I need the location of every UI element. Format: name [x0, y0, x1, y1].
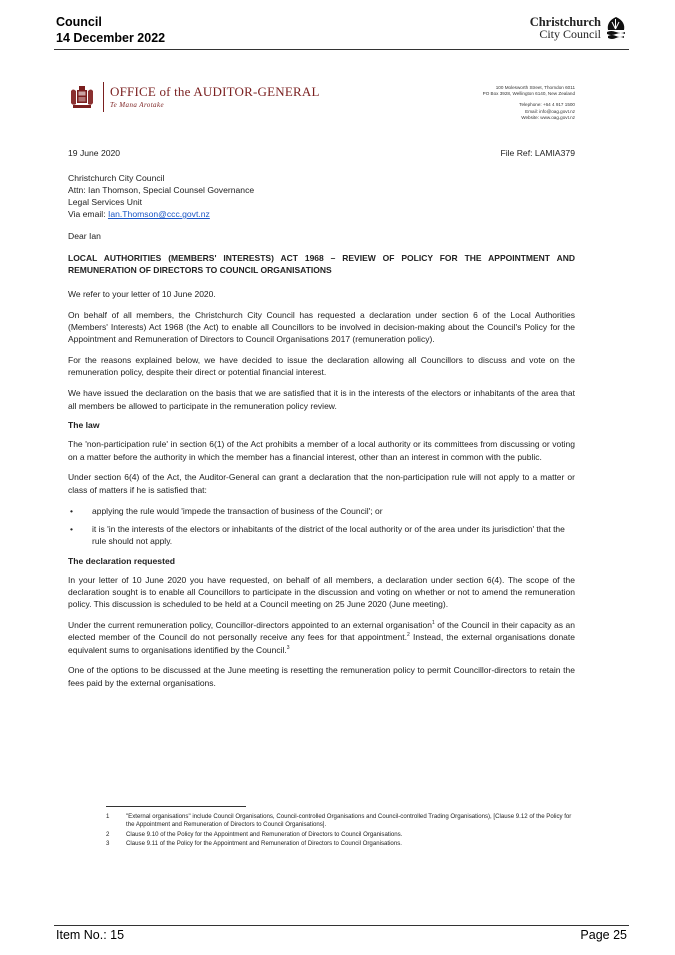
footnote — [106, 840, 576, 848]
footnotes — [106, 806, 576, 850]
paragraph-2: On behalf of all members, the Christchurch City Council has requested a declaration under section 6 of the Local Authorities (Members' Interests) Act 1968 (the Act) to enable all Councillors to be involved in decision-making about the Council's Policy for the Appointment and Remuneration of Directors to Council Organisations 2017 (remuneration policy). — [68, 309, 575, 345]
recipient-unit: Legal Services Unit — [68, 197, 143, 207]
oag-website: Website: www.oag.govt.nz — [521, 114, 575, 120]
recipient-org: Christchurch City Council — [68, 173, 165, 183]
oag-address — [483, 85, 575, 121]
recipient-email-line — [68, 208, 575, 220]
footnote-ref-3: 3 — [286, 644, 290, 651]
header-rule — [54, 49, 629, 50]
letterhead-divider — [103, 82, 104, 112]
footnote-ref-2: 2 — [406, 632, 410, 639]
paragraph-8 — [68, 619, 575, 656]
ccc-logo — [530, 16, 627, 40]
oag-name: OFFICE of the AUDITOR-GENERAL — [110, 84, 320, 99]
letterhead — [68, 78, 575, 148]
footnote-text: Clause 9.10 of the Policy for the Appointment and Remuneration of Directors to Council Organisations. — [126, 830, 403, 838]
footnote-rule — [106, 806, 246, 807]
recipient-block — [68, 172, 575, 220]
paragraph-1: We refer to your letter of 10 June 2020. — [68, 289, 216, 299]
paragraph-8-part-a: Under the current remuneration policy, Councillor-directors appointed to an external organisation — [68, 619, 432, 630]
footnote-number: 2 — [106, 830, 110, 838]
coat-of-arms-icon — [68, 84, 96, 110]
paragraph-8-part-c: Instead, the external organisations donate equivalent sums to organisations identified by the Council. — [68, 632, 575, 655]
paragraph-6: Under section 6(4) of the Act, the Auditor-General can grant a declaration that the non-participation rule will not apply to a matter or class of matters if he is satisfied that: — [68, 472, 575, 495]
logo-line2: City Council — [539, 27, 601, 41]
date-row — [68, 148, 575, 172]
oag-email: Email: info@oag.govt.nz — [525, 108, 575, 114]
file-ref: File Ref: LAMIA379 — [500, 148, 575, 158]
address-line2: PO Box 3928, Wellington 6140, New Zealand — [482, 91, 575, 97]
oag-tagline: Te Mana Arotake — [110, 101, 164, 109]
footnote-text: "External organisations" include Council Organisations, Council-controlled Organisations and Council-controlled Trading Organisations), [Clause 9.12 of the Policy for the Appointment and Remuneration of Directors to Council Organisations]. — [126, 813, 572, 829]
footnote — [106, 831, 576, 839]
footer-page-number: Page 25 — [580, 928, 627, 942]
paragraph-4: We have issued the declaration on the basis that we are satisfied that it is in the interests of the electors or inhabitants of the area that all members be allowed to participate in the remuneration policy review. — [68, 388, 575, 411]
letter-date: 19 June 2020 — [68, 148, 121, 158]
recipient-email-link[interactable]: Ian.Thomson@ccc.govt.nz — [107, 209, 210, 219]
list-item: • applying the rule would 'impede the transaction of business of the Council'; or — [68, 505, 575, 517]
footnote-number: 3 — [106, 840, 110, 848]
logo-line1: Christchurch — [529, 15, 601, 29]
recipient-attn: Attn: Ian Thomson, Special Counsel Governance — [68, 185, 255, 195]
salutation: Dear Ian — [68, 231, 101, 241]
footer-item-no: Item No.: 15 — [56, 928, 125, 942]
paragraph-8-part-b: of the Council in their capacity as an elected member of the Council do not personally receive any fees for that appointment. — [68, 619, 575, 643]
paragraph-7: In your letter of 10 June 2020 you have requested, on behalf of all members, a declaration under section 6(4). The scope of the declaration sought is to enable all Councillors to participate in the discussion and voting on whether or not to amend the remuneration policy. This discussion is scheduled to be held at a Council meeting on 25 June 2020 (June meeting). — [68, 574, 575, 610]
header-date: 14 December 2022 — [56, 31, 166, 45]
criteria-list — [68, 505, 575, 547]
paragraph-9: One of the options to be discussed at the June meeting is resetting the remuneration policy to permit Councillor-directors to retain the fees paid by the external organisations. — [68, 665, 575, 688]
address-line1: 100 Molesworth Street, Thorndon 6011 — [495, 85, 575, 90]
footnote — [106, 813, 576, 830]
paragraph-5: The 'non-participation rule' in section 6(1) of the Act prohibits a member of a local authority or its committees from discussing or voting on a matter before the authority in which the member has a financial interest, other than an interest in common with the public. — [68, 439, 575, 462]
email-prefix: Via email: — [68, 209, 108, 219]
footnote-number: 1 — [106, 813, 110, 820]
oag-telephone: Telephone: +64 4 917 1500 — [519, 102, 575, 108]
footnote-ref-1: 1 — [431, 620, 435, 627]
header-council: Council — [56, 15, 102, 29]
heading-the-law: The law — [68, 420, 100, 431]
page-header — [56, 14, 165, 46]
list-item: • it is 'in the interests of the electors or inhabitants of the district of the local authority or of the area under its jurisdiction' that the rule should not apply. — [68, 523, 575, 547]
footnote-text: Clause 9.11 of the Policy for the Appointment and Remuneration of Directors to Council Organisations. — [126, 840, 402, 848]
paragraph-3: For the reasons explained below, we have decided to issue the declaration allowing all Councillors to discuss and vote on the remuneration policy, despite their direct or potential financial interest. — [68, 355, 575, 378]
subject-line: LOCAL AUTHORITIES (MEMBERS' INTERESTS) ACT 1968 – REVIEW OF POLICY FOR THE APPOINTMENT AND REMUNERATION OF DIRECTORS TO COUNCIL ORGANISATIONS — [68, 253, 575, 275]
letter — [68, 78, 575, 697]
heading-declaration-requested: The declaration requested — [68, 555, 175, 566]
footer-rule — [54, 925, 629, 926]
ccc-emblem-icon — [605, 16, 627, 40]
